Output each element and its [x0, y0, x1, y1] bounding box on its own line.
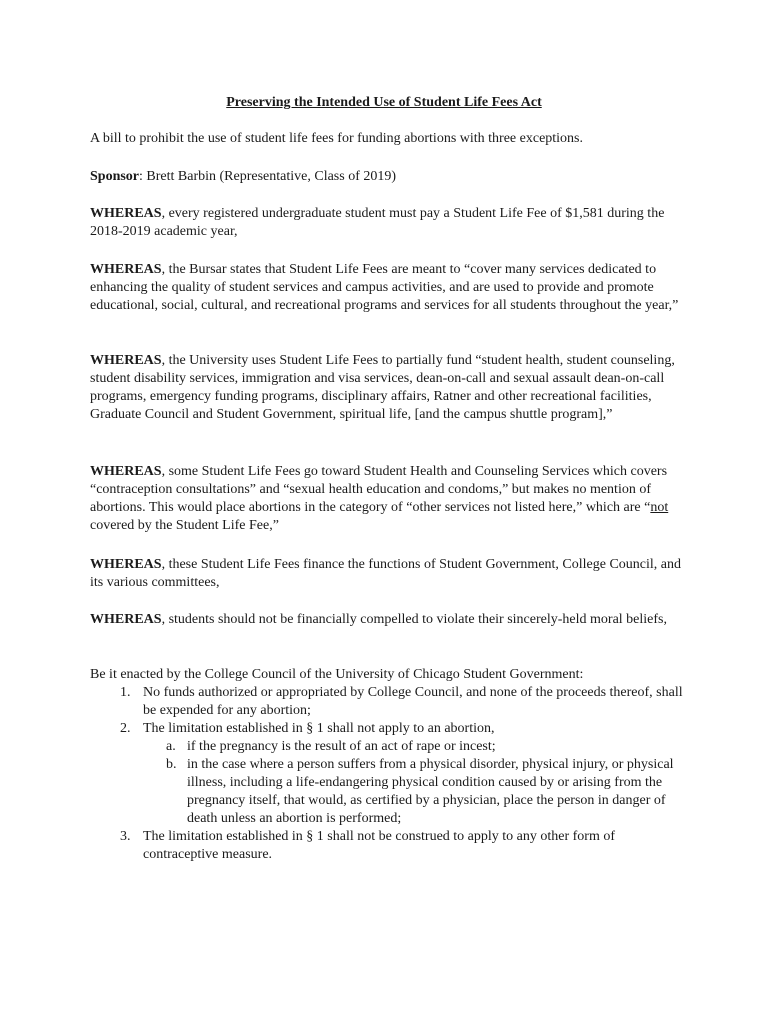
- list-item-text: No funds authorized or appropriated by College Council, and none of the proceeds thereof, shall be expended for any abortion;: [143, 685, 683, 718]
- whereas-text: , the University uses Student Life Fees to partially fund “student health, student counseling, student disability services, immigration and visa services, dean-on-call and sexual assault dean-on-call programs, emergency funding programs, disciplinary affairs, Ratner and other recreational facilities, Graduate Council and Student Government, spiritual life, [and the campus shuttle program],”: [90, 353, 675, 422]
- whereas-text: covered by the Student Life Fee,”: [90, 518, 279, 533]
- enacting-clause: Be it enacted by the College Council of the University of Chicago Student Government:: [90, 667, 584, 682]
- whereas-label: WHEREAS: [90, 262, 162, 277]
- list-number: 1.: [120, 685, 131, 700]
- list-item: [90, 828, 690, 864]
- whereas-label: WHEREAS: [90, 557, 162, 572]
- list-number: 2.: [120, 721, 131, 736]
- sub-list-letter: b.: [166, 757, 177, 772]
- whereas-clause-5: [90, 556, 690, 592]
- whereas-clause-3: [90, 352, 690, 424]
- sub-list-letter: a.: [166, 739, 176, 754]
- whereas-text: , students should not be financially compelled to violate their sincerely-held moral beliefs,: [161, 612, 667, 627]
- sub-list-item: [90, 738, 690, 756]
- whereas-text: , some Student Life Fees go toward Student Health and Counseling Services which covers “contraception consultations” and “sexual health education and condoms,” but makes no mention of abortions. This would place abortions in the category of “other services not listed here,” which are “: [90, 464, 668, 515]
- sponsor-label: Sponsor: [90, 169, 140, 184]
- whereas-text: , the Bursar states that Student Life Fees are meant to “cover many services dedicated to enhancing the quality of student services and campus activities, and are used to provide and promote educational, social, cultural, and recreational programs and services for all students throughout the year,”: [90, 262, 679, 313]
- list-number: 3.: [120, 829, 131, 844]
- list-item-text: The limitation established in § 1 shall not apply to an abortion,: [143, 721, 495, 736]
- whereas-clause-2: [90, 261, 690, 315]
- list-item-text: The limitation established in § 1 shall not be construed to apply to any other form of contraceptive measure.: [143, 829, 616, 862]
- bill-summary: A bill to prohibit the use of student life fees for funding abortions with three exceptions.: [90, 131, 584, 146]
- list-item: [90, 720, 690, 738]
- sub-list-item-text: in the case where a person suffers from a physical disorder, physical injury, or physical illness, including a life-endangering physical condition caused by or arising from the pregnancy itself, that would, as certified by a physician, place the person in danger of death unless an abortion is performed;: [187, 757, 674, 826]
- whereas-label: WHEREAS: [90, 612, 162, 627]
- sub-list-item: [90, 756, 690, 828]
- document-title: Preserving the Intended Use of Student Life Fees Act: [226, 95, 542, 110]
- sub-list-item-text: if the pregnancy is the result of an act of rape or incest;: [187, 739, 496, 754]
- enacted-provisions-list: [90, 684, 690, 864]
- whereas-label: WHEREAS: [90, 206, 162, 221]
- whereas-clause-1: [90, 205, 690, 241]
- whereas-clause-4: [90, 463, 690, 535]
- sponsor-text: : Brett Barbin (Representative, Class of 2019): [139, 169, 397, 184]
- whereas-label: WHEREAS: [90, 464, 162, 479]
- whereas-label: WHEREAS: [90, 353, 162, 368]
- whereas-clause-6: [90, 611, 690, 629]
- whereas-text: , these Student Life Fees finance the functions of Student Government, College Council, and its various committees,: [90, 557, 682, 590]
- underlined-word: not: [650, 500, 669, 515]
- list-item: [90, 684, 690, 720]
- sponsor-line: [90, 168, 690, 186]
- whereas-text: , every registered undergraduate student must pay a Student Life Fee of $1,581 during the 2018-2019 academic year,: [90, 206, 665, 239]
